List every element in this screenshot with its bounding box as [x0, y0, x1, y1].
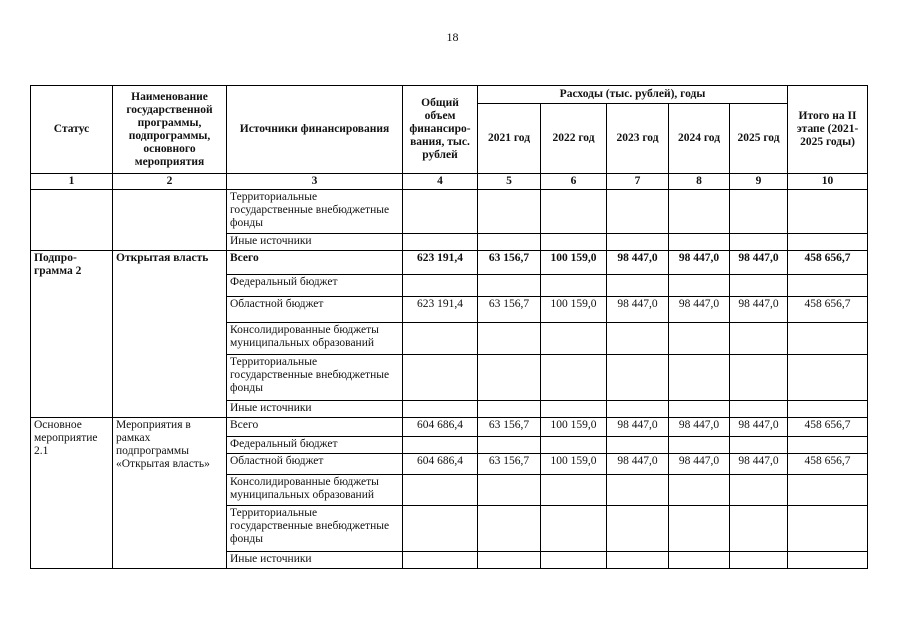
header-year-2021: 2021 год: [478, 104, 541, 174]
value-cell: [478, 275, 541, 297]
value-cell: 458 656,7: [788, 297, 868, 323]
header-year-2022: 2022 год: [541, 104, 607, 174]
table-row: [31, 190, 868, 234]
value-cell: 100 159,0: [541, 418, 607, 437]
column-number: 2: [113, 174, 227, 190]
value-cell: 458 656,7: [788, 454, 868, 475]
source-cell: Федеральный бюджет: [227, 275, 403, 297]
source-cell: Иные источники: [227, 234, 403, 251]
value-cell: [541, 437, 607, 454]
value-cell: 623 191,4: [403, 251, 478, 275]
value-cell: 623 191,4: [403, 297, 478, 323]
source-cell: Иные источники: [227, 401, 403, 418]
value-cell: [669, 437, 730, 454]
source-cell: Территориальные государственные внебюджетные фонды: [227, 190, 403, 234]
value-cell: 98 447,0: [669, 251, 730, 275]
value-cell: [607, 437, 669, 454]
column-number: 1: [31, 174, 113, 190]
value-cell: [541, 275, 607, 297]
header-year-2025: 2025 год: [730, 104, 788, 174]
source-cell: Областной бюджет: [227, 297, 403, 323]
source-cell: Территориальные государственные внебюджетные фонды: [227, 506, 403, 552]
value-cell: 63 156,7: [478, 297, 541, 323]
name-cell: Мероприятия в рамках подпрограммы «Открытая власть»: [113, 418, 227, 569]
name-cell: Открытая власть: [113, 251, 227, 418]
header-year-2024: 2024 год: [669, 104, 730, 174]
status-cell: [31, 190, 113, 251]
value-cell: 98 447,0: [607, 418, 669, 437]
value-cell: 63 156,7: [478, 454, 541, 475]
source-cell: Консолидированные бюджеты муниципальных образований: [227, 323, 403, 355]
value-cell: 458 656,7: [788, 418, 868, 437]
column-numbers-row: [31, 174, 868, 190]
value-cell: 98 447,0: [730, 454, 788, 475]
column-number: 8: [669, 174, 730, 190]
header-sources: Источники финансирования: [227, 86, 403, 174]
value-cell: [403, 437, 478, 454]
source-cell: Федеральный бюджет: [227, 437, 403, 454]
column-number: 7: [607, 174, 669, 190]
page-number: 18: [446, 30, 459, 44]
value-cell: 98 447,0: [730, 297, 788, 323]
value-cell: 98 447,0: [607, 297, 669, 323]
value-cell: [788, 437, 868, 454]
column-number: 5: [478, 174, 541, 190]
value-cell: 100 159,0: [541, 251, 607, 275]
source-cell: Консолидированные бюджеты муниципальных образований: [227, 475, 403, 506]
table-row: [31, 251, 868, 275]
value-cell: 458 656,7: [788, 251, 868, 275]
header-status: Статус: [31, 86, 113, 174]
value-cell: 98 447,0: [669, 454, 730, 475]
column-number: 6: [541, 174, 607, 190]
value-cell: 63 156,7: [478, 251, 541, 275]
column-number: 10: [788, 174, 868, 190]
value-cell: 604 686,4: [403, 454, 478, 475]
header-stage-total: Итого на II этапе (2021-2025 годы): [788, 86, 868, 174]
header-expenses-group: Расходы (тыс. рублей), годы: [478, 86, 788, 104]
value-cell: [788, 275, 868, 297]
column-number: 3: [227, 174, 403, 190]
column-number: 9: [730, 174, 788, 190]
value-cell: [730, 275, 788, 297]
header-year-2023: 2023 год: [607, 104, 669, 174]
value-cell: [478, 437, 541, 454]
value-cell: 604 686,4: [403, 418, 478, 437]
value-cell: 98 447,0: [669, 418, 730, 437]
value-cell: 98 447,0: [669, 297, 730, 323]
status-cell: Основное мероприятие 2.1: [31, 418, 113, 569]
source-cell: Всего: [227, 418, 403, 437]
value-cell: [669, 275, 730, 297]
source-cell: Областной бюджет: [227, 454, 403, 475]
value-cell: 98 447,0: [730, 418, 788, 437]
header-total-volume: Общий объем финансиро-вания, тыс. рублей: [403, 86, 478, 174]
value-cell: [403, 275, 478, 297]
source-cell: Всего: [227, 251, 403, 275]
column-number: 4: [403, 174, 478, 190]
financing-table: [30, 85, 868, 569]
value-cell: 100 159,0: [541, 297, 607, 323]
table-row: [31, 418, 868, 437]
header-name: Наименование государственной программы, подпрограммы, основного мероприятия: [113, 86, 227, 174]
value-cell: [607, 275, 669, 297]
value-cell: [730, 437, 788, 454]
value-cell: 98 447,0: [730, 251, 788, 275]
source-cell: Территориальные государственные внебюджетные фонды: [227, 355, 403, 401]
name-cell: [113, 190, 227, 251]
value-cell: 98 447,0: [607, 251, 669, 275]
status-cell: Подпро-грамма 2: [31, 251, 113, 418]
value-cell: 98 447,0: [607, 454, 669, 475]
value-cell: 100 159,0: [541, 454, 607, 475]
value-cell: 63 156,7: [478, 418, 541, 437]
source-cell: Иные источники: [227, 552, 403, 569]
